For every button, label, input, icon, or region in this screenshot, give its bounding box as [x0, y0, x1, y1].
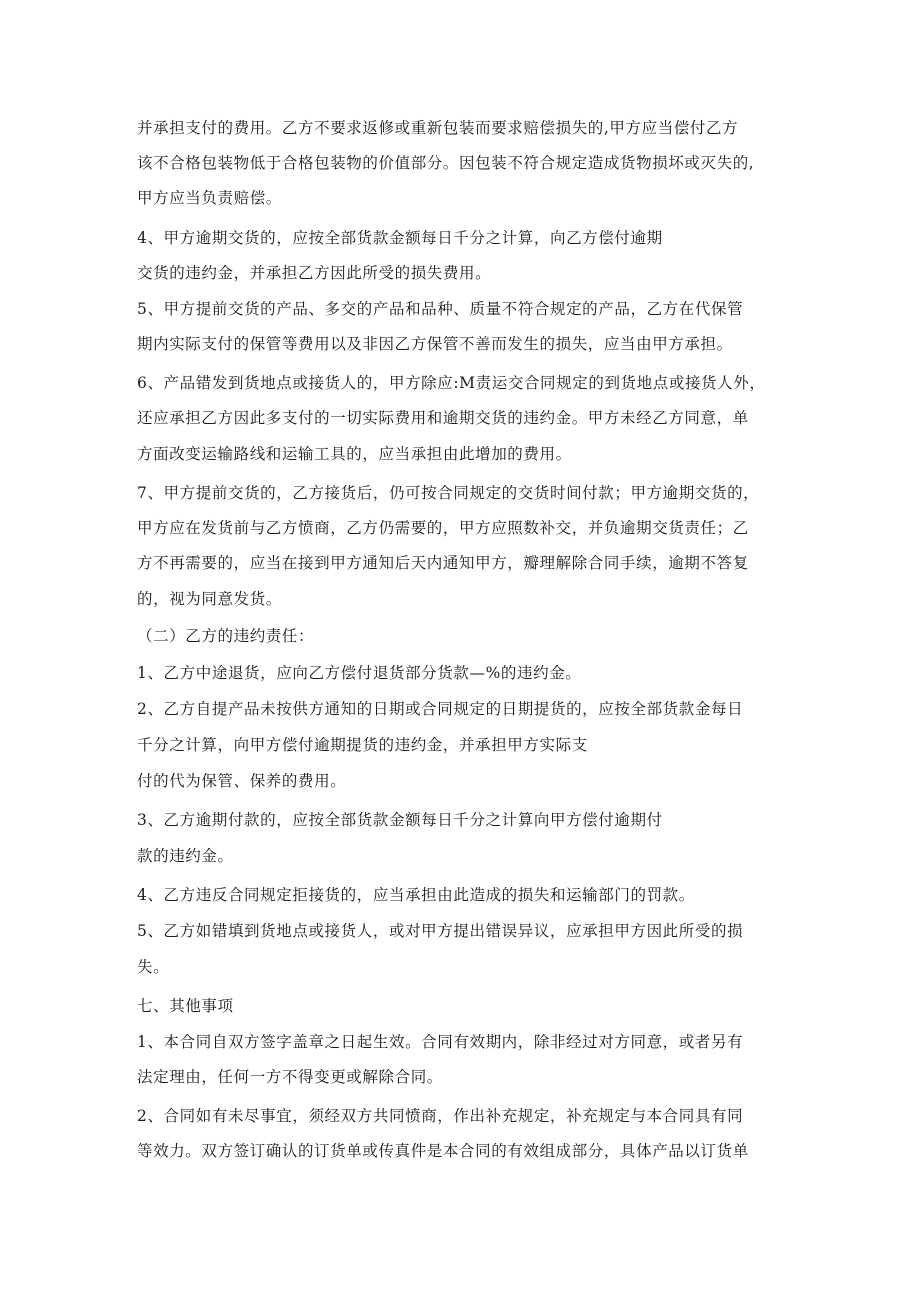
paragraph-line: 等效力。双方签订确认的订货单或传真件是本合同的有效组成部分，具体产品以订货单: [137, 1142, 749, 1160]
paragraph-line: 失。: [137, 958, 170, 976]
paragraph-line: 千分之计算，向甲方偿付逾期提货的违约金，并承担甲方实际支: [137, 736, 588, 754]
paragraph-line: 期内实际支付的保管等费用以及非因乙方保管不善而发生的损失，应当由甲方承担。: [137, 335, 733, 353]
paragraph-line: 交货的违约金，并承担乙方因此所受的损失费用。: [137, 264, 492, 282]
paragraph-line: 法定理由，任何一方不得变更或解除合同。: [137, 1068, 443, 1086]
paragraph-line: 4、甲方逾期交货的，应按全部货款金额每日千分之计算，向乙方偿付逾期: [137, 229, 663, 247]
paragraph-line: 付的代为保管、保养的费用。: [137, 772, 347, 790]
paragraph-line: 1、乙方中途退货，应向乙方偿付退货部分货款—%的违约金。: [137, 664, 582, 682]
paragraph-line: 款的违约金。: [137, 847, 234, 865]
paragraph-line: 方不再需要的，应当在接到甲方通知后天内通知甲方，瓣理解除合同手续，逾期不答复: [137, 554, 749, 572]
paragraph-line: 的，视为同意发货。: [137, 590, 282, 608]
paragraph-line: 7、甲方提前交货的，乙方接货后，仍可按合同规定的交货时间付款；甲方逾期交货的，: [137, 484, 760, 502]
paragraph-line: 甲方应当负责赔偿。: [137, 189, 282, 207]
paragraph-line: 5、甲方提前交货的产品、多交的产品和品种、质量不符合规定的产品，乙方在代保管: [137, 300, 744, 318]
paragraph-line: 甲方应在发货前与乙方愤商，乙方仍需要的，甲方应照数补交，并负逾期交货责任；乙: [137, 519, 749, 537]
paragraph-line: 方面改变运输路线和运输工具的，应当承担由此增加的费用。: [137, 445, 572, 463]
paragraph-line: 4、乙方违反合同规定拒接货的，应当承担由此造成的损失和运输部门的罚款。: [137, 886, 695, 904]
paragraph-line: 该不合格包装物低于合格包装物的价值部分。因包装不符合规定造成货物损坏或灭失的,: [137, 154, 755, 172]
section-heading: 七、其他事项: [137, 997, 234, 1015]
paragraph-line: 并承担支付的费用。乙方不要求返修或重新包装而要求赔偿损失的,甲方应当偿付乙方: [137, 119, 739, 137]
paragraph-line: 6、产品错发到货地点或接货人的，甲方除应:M责运交合同规定的到货地点或接货人外，: [137, 374, 766, 392]
section-heading: （二）乙方的违约责任：: [137, 627, 315, 645]
paragraph-line: 5、乙方如错填到货地点或接货人，或对甲方提出错误异议，应承担甲方因此所受的损: [137, 922, 744, 940]
paragraph-line: 还应承担乙方因此多支付的一切实际费用和逾期交货的违约金。甲方未经乙方同意，单: [137, 409, 749, 427]
paragraph-line: 2、乙方自提产品未按供方通知的日期或合同规定的日期提货的，应按全部货款金每日: [137, 700, 744, 718]
paragraph-line: 2、合同如有未尽事宜，须经双方共同愤商，作出补充规定，补充规定与本合同具有同: [137, 1107, 744, 1125]
paragraph-line: 1、本合同自双方签字盖章之日起生效。合同有效期内，除非经过对方同意，或者另有: [137, 1033, 744, 1051]
paragraph-line: 3、乙方逾期付款的，应按全部货款金额每日千分之计算向甲方偿付逾期付: [137, 811, 663, 829]
